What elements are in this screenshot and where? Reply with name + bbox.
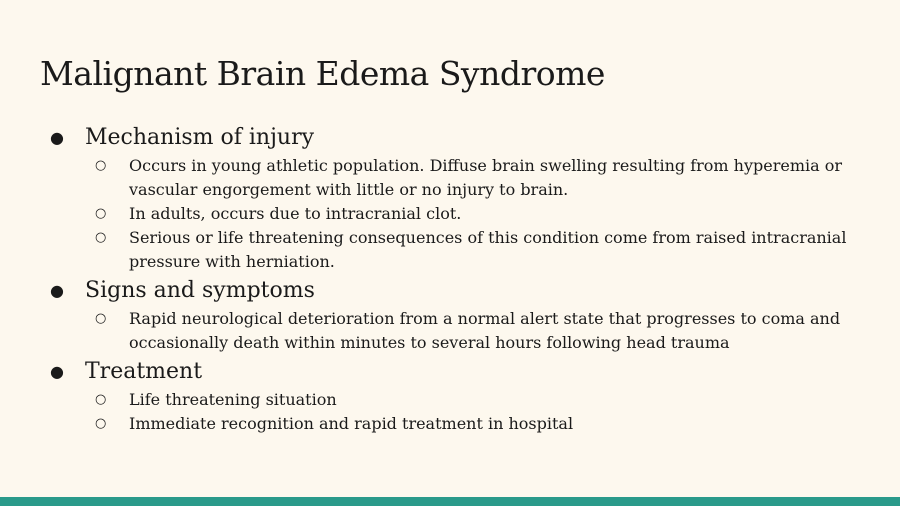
section-mechanism-of-injury [40,122,870,274]
section-heading: Signs and symptoms [85,278,315,303]
section-heading: Mechanism of injury [85,125,315,150]
bullet-text: Life threatening situation [129,390,337,409]
bullet-text: Immediate recognition and rapid treatment in hospital [129,414,574,433]
hollow-bullet-icon: ○ [95,206,107,221]
section-signs-and-symptoms [40,275,870,355]
bullet-item-level2 [40,226,870,274]
section-heading: Treatment [85,359,203,384]
hollow-bullet-icon: ○ [95,311,107,326]
bullet-text: Rapid neurological deterioration from a normal alert state that progresses to coma and occasionally death within minutes to several hours following head trauma [129,309,841,352]
bullet-text: In adults, occurs due to intracranial clot. [129,204,462,223]
bullet-item-level2 [40,202,870,226]
footer-accent-bar [0,497,900,506]
hollow-bullet-icon: ○ [95,392,107,407]
section-treatment [40,356,870,436]
hollow-bullet-icon: ○ [95,416,107,431]
bullet-item-level2 [40,412,870,436]
bullet-item-level1 [40,275,870,307]
bullet-item-level2 [40,154,870,202]
filled-bullet-icon: ● [50,281,64,300]
slide-title: Malignant Brain Edema Syndrome [40,54,605,93]
bullet-text: Serious or life threatening consequences of this condition come from raised intracranial pressure with herniation. [129,228,847,271]
hollow-bullet-icon: ○ [95,230,107,245]
bullet-item-level2 [40,388,870,412]
bullet-text: Occurs in young athletic population. Diffuse brain swelling resulting from hyperemia or vascular engorgement with little or no injury to brain. [129,156,843,199]
filled-bullet-icon: ● [50,362,64,381]
sub-bullet-list [40,154,870,274]
sub-bullet-list [40,307,870,355]
bullet-item-level1 [40,122,870,154]
slide-content [40,122,870,437]
bullet-item-level2 [40,307,870,355]
bullet-item-level1 [40,356,870,388]
hollow-bullet-icon: ○ [95,158,107,173]
filled-bullet-icon: ● [50,128,64,147]
sub-bullet-list [40,388,870,436]
